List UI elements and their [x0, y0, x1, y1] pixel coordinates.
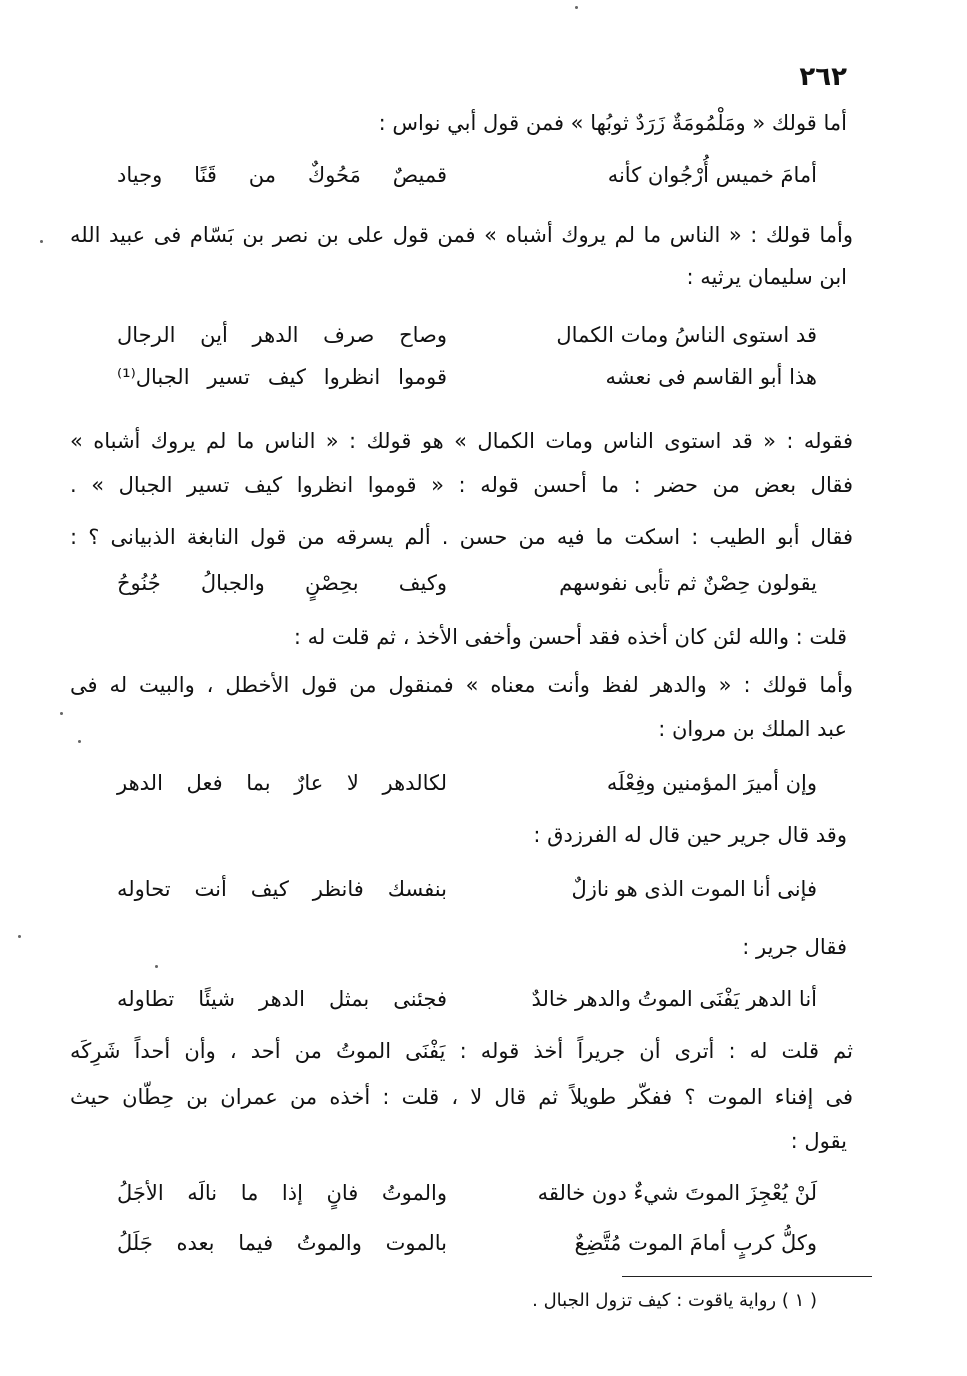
- prose-line: يقول :: [790, 1129, 847, 1153]
- verse-first-hemistich: هذا أبو القاسم فى نعشه: [605, 365, 817, 389]
- verse-second-hemistich: لكالدهر لا عارٌ بما فعل الدهر: [117, 771, 447, 795]
- verse-second-hemistich: بنفسك فانظر كيف أنت تحاوله: [117, 877, 447, 901]
- prose-line: وأما قولك : « الناس ما لم يروك أشباه » فمن قول على بن نصر بن بَسّام فى عبيد الله: [70, 223, 853, 247]
- prose-line: قلت : والله لئن كان أخذه فقد أحسن وأخفى الأخذ ، ثم قلت له :: [293, 625, 847, 649]
- verse-second-hemistich: والموتُ فانٍ إذا ما نالَه الأجَلُ: [117, 1181, 447, 1205]
- verse-second-hemistich: فجئنى بمثل الدهر شيئًا تطاوله: [117, 987, 447, 1011]
- verse-second-hemistich: بالموت والموتُ فيما بعده جَلَلُ: [117, 1231, 447, 1255]
- ink-speck: [78, 740, 81, 743]
- prose-line: أما قولك « ومَلْمُومَةٌ زَرَدٌ ثوبُها » فمن قول أبي نواس :: [378, 111, 847, 135]
- ink-speck: [155, 965, 158, 968]
- ink-speck: [40, 240, 43, 243]
- verse-second-hemistich: قوموا انظروا كيف تسير الجبال⁽¹⁾: [117, 365, 447, 389]
- verse-second-hemistich: قميصٌ مَحُوكٌ من قَنًا وجياد: [117, 163, 447, 187]
- prose-line: وقد قال جرير حين قال له الفرزدق :: [533, 823, 847, 847]
- verse-second-hemistich: وكيف بحِصْنٍ والجبالُ جُنُوحُ: [117, 571, 447, 595]
- ink-speck: [60, 712, 63, 715]
- ink-speck: [18, 935, 21, 938]
- verse-first-hemistich: فإنى أنا الموت الذى هو نازلٌ: [571, 877, 817, 901]
- footnote-rule: [622, 1276, 872, 1277]
- prose-line: ابن سليمان يرثيه :: [686, 265, 847, 289]
- verse-first-hemistich: يقولون حِصْنٌ ثم تأبى نفوسهم: [559, 571, 817, 595]
- verse-first-hemistich: لَنْ يُعْجِزَ الموتَ شيءٌ دون خالقه: [537, 1181, 817, 1205]
- prose-line: فقال بعض من حضر : ما أحسن قوله : « قوموا انظروا كيف تسير الجبال » .: [70, 473, 853, 497]
- prose-line: فقال أبو الطيب : اسكت ما فيه من حسن . ألم يسرقه من قول النابغة الذبيانى ؟ :: [70, 525, 853, 549]
- verse-first-hemistich: أنا الدهر يَفْنَى الموتُ والدهر خالدٌ: [531, 987, 817, 1011]
- prose-line: فقال جرير :: [742, 935, 847, 959]
- verse-first-hemistich: أمامَ خميس أُرْجُوان كأنه: [607, 163, 817, 187]
- page-number: ٢٦٢: [799, 62, 847, 92]
- ink-speck: [575, 6, 578, 9]
- prose-line: وأما قولك : « والدهر لفظ وأنت معناه » فمنقول من قول الأخطل ، والبيت له فى: [70, 673, 853, 697]
- footnote: ( ١ ) رواية ياقوت : كيف تزول الجبال .: [532, 1290, 817, 1311]
- prose-line: فقوله : « قد استوى الناس ومات الكمال » هو قولك : « الناس ما لم يروك أشباه »: [70, 429, 853, 453]
- verse-first-hemistich: وكلُّ كربٍ أمامَ الموت مُتَّضِعٌ: [574, 1231, 817, 1255]
- verse-first-hemistich: قد استوى الناسُ ومات الكمال: [556, 323, 817, 347]
- prose-line: ثم قلت له : أترى أن جريراً أخذ قوله : يَفْنَى الموتُ من أحد ، وأن أحداً شَرِكَه: [70, 1039, 853, 1063]
- prose-line: فى إفناء الموت ؟ ففكّر طويلاً ثم قال لا ، قلت : أخذه من عمران بن حِطّان حيث: [70, 1085, 853, 1109]
- prose-line: عبد الملك بن مروان :: [658, 717, 847, 741]
- verse-first-hemistich: وإن أميرَ المؤمنين وفِعْلَه: [606, 771, 817, 795]
- verse-second-hemistich: وصاح صرف الدهر أين الرجال: [117, 323, 447, 347]
